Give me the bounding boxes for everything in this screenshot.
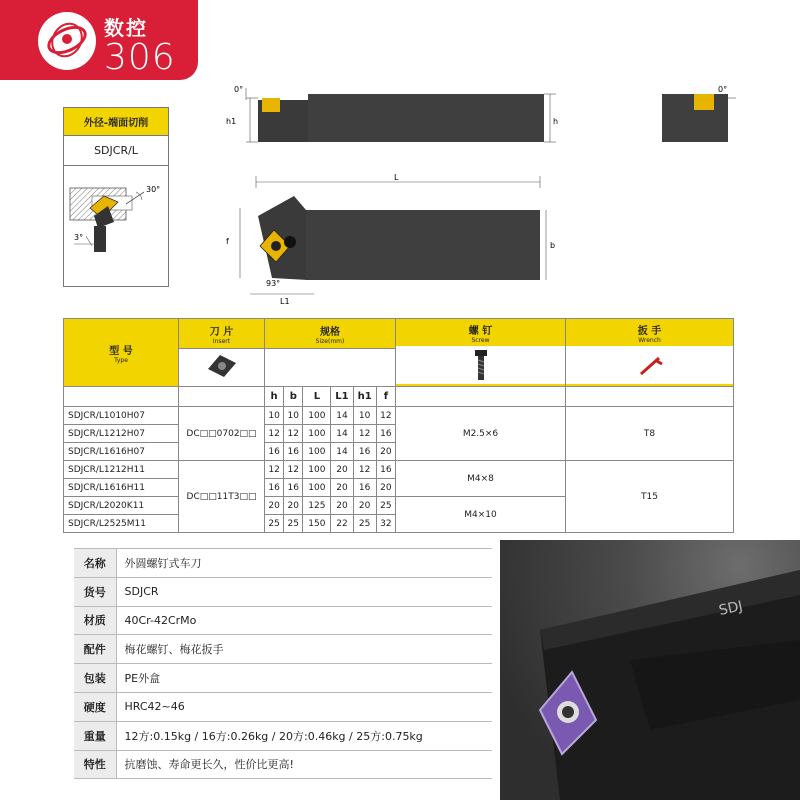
info-value: 40Cr-42CrMo: [116, 606, 492, 635]
h-label: h: [553, 117, 559, 126]
dim-col-h: h: [265, 387, 284, 407]
logo-cn: 数控: [104, 16, 148, 40]
col-screw-en: Screw: [471, 336, 490, 344]
info-key: 特性: [74, 750, 116, 779]
L1-label: L1: [280, 297, 290, 306]
model-cell: SDJCR/L2020K11: [64, 497, 179, 515]
dim-col-b: b: [284, 387, 303, 407]
dim-cell: 12: [353, 425, 376, 443]
dim-cell: 14: [331, 425, 353, 443]
dim-cell: 16: [265, 479, 284, 497]
info-key: 包装: [74, 664, 116, 693]
insert-code-cell: DC□□0702□□: [179, 407, 265, 461]
dim-cell: 100: [303, 461, 331, 479]
b-label: b: [550, 241, 556, 250]
dim-cell: 20: [376, 443, 395, 461]
angle-30-label: 30°: [146, 185, 161, 194]
logo-emblem-icon: [38, 12, 96, 70]
logo-number: 306: [104, 37, 176, 78]
info-value: PE外盒: [116, 664, 492, 693]
info-key: 重量: [74, 721, 116, 750]
dim-cell: 12: [284, 461, 303, 479]
L-label: L: [394, 173, 399, 182]
dim-cell: 25: [376, 497, 395, 515]
dim-cell: 20: [376, 479, 395, 497]
dim-cell: 25: [353, 515, 376, 533]
info-row: [74, 606, 492, 635]
screw-cell: M2.5×6: [396, 407, 566, 461]
brand-logo: [0, 0, 198, 80]
info-key: 名称: [74, 549, 116, 578]
dim-cell: 12: [265, 461, 284, 479]
dim-cell: 100: [303, 425, 331, 443]
dim-cell: 125: [303, 497, 331, 515]
col-wrench: [566, 319, 734, 387]
tool-photo-illustration: [500, 540, 800, 800]
col-insert-en: Insert: [212, 337, 231, 345]
dim-cell: 16: [376, 461, 395, 479]
info-value: SDJCR: [116, 577, 492, 606]
dim-cell: 16: [353, 443, 376, 461]
dim-cell: 16: [376, 425, 395, 443]
product-photo: [500, 540, 800, 800]
dim-cell: 12: [284, 425, 303, 443]
col-insert-label: 刀 片: [209, 326, 234, 338]
model-cell: SDJCR/L1616H07: [64, 443, 179, 461]
info-row: [74, 692, 492, 721]
spec-card-title: 外径-端面切削: [64, 108, 168, 136]
tool-end-view-drawing: [650, 80, 750, 160]
dim-cell: 12: [376, 407, 395, 425]
dim-cell: 25: [265, 515, 284, 533]
insert-code-cell: DC□□11T3□□: [179, 461, 265, 533]
dim-header-spacer-2: [179, 387, 265, 407]
dim-cell: 20: [331, 497, 353, 515]
product-info-table: [74, 548, 492, 779]
insert-image-cell: [179, 349, 265, 387]
info-row: [74, 750, 492, 779]
col-wrench-en: Wrench: [638, 336, 661, 344]
dim-cell: 12: [353, 461, 376, 479]
info-key: 货号: [74, 577, 116, 606]
model-cell: SDJCR/L1212H11: [64, 461, 179, 479]
spec-row: [64, 461, 734, 479]
dim-header-spacer-4: [566, 387, 734, 407]
dim-col-f: f: [376, 387, 395, 407]
info-value: 12方:0.15kg / 16方:0.26kg / 20方:0.46kg / 25方:0.75kg: [116, 721, 492, 750]
screw-cell: M4×8: [396, 461, 566, 497]
insert-icon: [202, 351, 242, 381]
dim-cell: 10: [265, 407, 284, 425]
top-insert: [262, 98, 280, 112]
info-value: 梅花螺钉、梅花扳手: [116, 635, 492, 664]
end-angle-label: 0°: [718, 85, 728, 94]
col-screw: [396, 319, 566, 387]
cutting-diagram: [64, 166, 168, 286]
dim-cell: 16: [284, 479, 303, 497]
dim-cell: 10: [284, 407, 303, 425]
dim-col-L1: L1: [331, 387, 353, 407]
info-value: HRC42~46: [116, 692, 492, 721]
end-insert: [694, 94, 714, 110]
wrench-cell: T15: [566, 461, 734, 533]
dim-cell: 100: [303, 443, 331, 461]
screw-cell: M4×10: [396, 497, 566, 533]
wrench-icon: [635, 350, 665, 380]
angle-93-label: 93°: [266, 279, 281, 288]
info-row: [74, 664, 492, 693]
tool-side-view-drawing: [210, 168, 570, 308]
dim-cell: 32: [376, 515, 395, 533]
info-value: 外圆螺钉式车刀: [116, 549, 492, 578]
dim-cell: 25: [284, 515, 303, 533]
col-size: [265, 319, 396, 349]
info-key: 配件: [74, 635, 116, 664]
dim-cell: 10: [353, 407, 376, 425]
info-value: 抗磨蚀、寿命更长久，性价比更高!: [116, 750, 492, 779]
col-type: [64, 319, 179, 387]
dim-cell: 16: [353, 479, 376, 497]
col-type-label: 型 号: [109, 345, 133, 357]
info-row: [74, 635, 492, 664]
info-row: [74, 721, 492, 750]
dim-cell: 150: [303, 515, 331, 533]
tool-top-view-drawing: [210, 80, 570, 160]
spec-card: [63, 107, 169, 287]
info-key: 材质: [74, 606, 116, 635]
col-size-en: Size(mm): [315, 337, 345, 345]
dim-col-L: L: [303, 387, 331, 407]
dim-cell: 14: [331, 443, 353, 461]
screw-icon: [471, 348, 491, 382]
dim-cell: 20: [265, 497, 284, 515]
dim-cell: 20: [331, 479, 353, 497]
dim-cell: 22: [331, 515, 353, 533]
dim-cell: 12: [265, 425, 284, 443]
col-insert: [179, 319, 265, 349]
spec-row: [64, 407, 734, 425]
col-size-label: 规格: [320, 326, 340, 338]
info-row: [74, 577, 492, 606]
model-cell: SDJCR/L1212H07: [64, 425, 179, 443]
model-cell: SDJCR/L2525M11: [64, 515, 179, 533]
model-cell: SDJCR/L1616H11: [64, 479, 179, 497]
h1-label: h1: [226, 117, 237, 126]
f-label: f: [226, 237, 229, 246]
cutting-diagram-svg: [64, 166, 168, 286]
spec-table-body: [64, 407, 734, 533]
dim-cell: 14: [331, 407, 353, 425]
spec-table: [63, 318, 734, 533]
dim-cell: 20: [284, 497, 303, 515]
dim-cell: 100: [303, 479, 331, 497]
engraving-text: SDJ: [717, 598, 745, 619]
model-cell: SDJCR/L1010H07: [64, 407, 179, 425]
top-angle-label: 0°: [234, 85, 244, 94]
angle-3-label: 3°: [74, 233, 84, 242]
insert-image-spacer: [265, 349, 396, 387]
dim-cell: 20: [353, 497, 376, 515]
dim-header-spacer-3: [396, 387, 566, 407]
col-screw-label: 螺 钉: [468, 325, 493, 337]
dim-cell: 16: [265, 443, 284, 461]
logo-text: [104, 12, 176, 78]
wrench-cell: T8: [566, 407, 734, 461]
info-row: [74, 549, 492, 578]
info-key: 硬度: [74, 692, 116, 721]
spec-card-code: SDJCR/L: [64, 136, 168, 166]
dim-cell: 16: [284, 443, 303, 461]
dim-cell: 20: [331, 461, 353, 479]
col-type-en: Type: [114, 356, 128, 364]
dim-cell: 100: [303, 407, 331, 425]
dim-header-spacer: [64, 387, 179, 407]
dim-col-h1: h1: [353, 387, 376, 407]
col-wrench-label: 扳 手: [637, 325, 662, 337]
